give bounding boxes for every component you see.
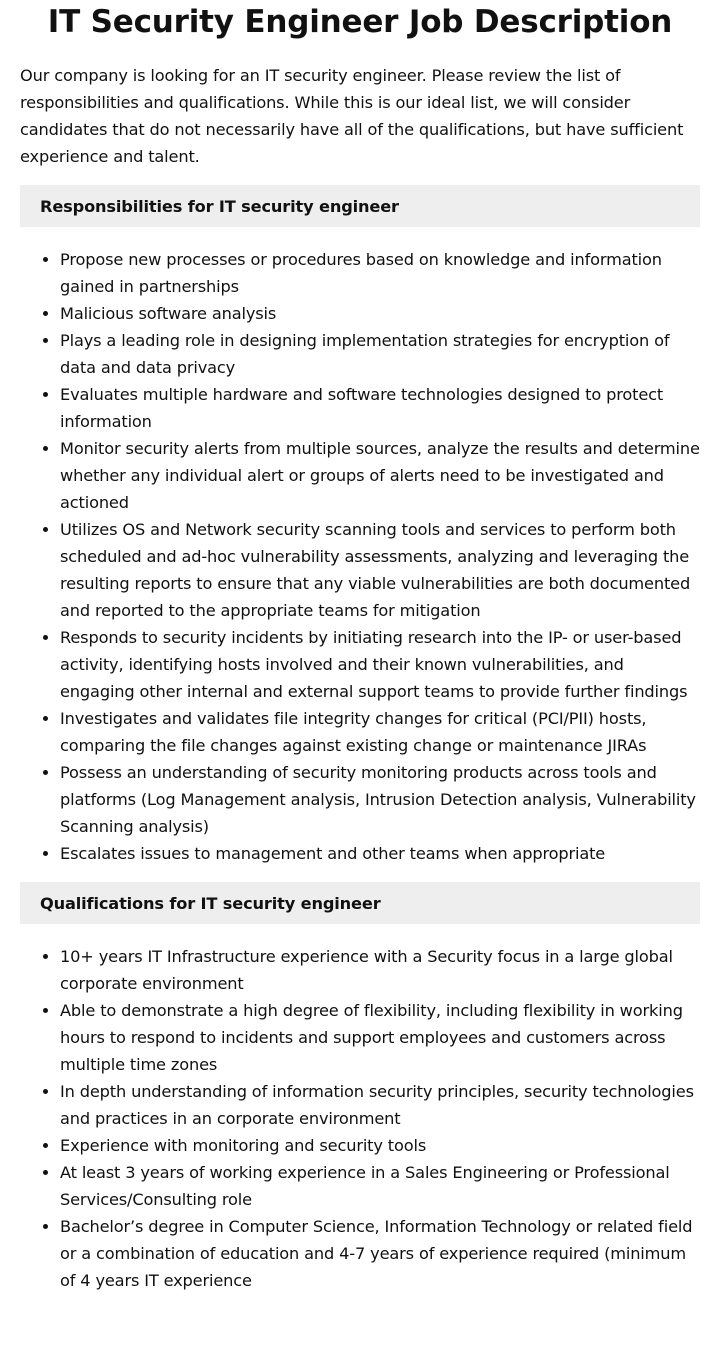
page-title: IT Security Engineer Job Description <box>47 4 673 40</box>
list-item: • Possess an understanding of security monitoring products across tools and platforms (Log Management analysis, Intrusion Detection analysis, Vulnerability Scanning analysis) <box>60 759 700 840</box>
list-item: • Utilizes OS and Network security scanning tools and services to perform both scheduled and ad-hoc vulnerability assessments, analyzing and leveraging the resulting reports to ensure that any viable vulnerabilities are both documented and reported to the appropriate teams for mitigation <box>60 516 700 624</box>
list-item: • 10+ years IT Infrastructure experience with a Security focus in a large global corporate environment <box>60 943 700 997</box>
responsibilities-heading: Responsibilities for IT security engineer <box>40 196 399 216</box>
list-item: • Propose new processes or procedures based on knowledge and information gained in partnerships <box>60 246 700 300</box>
list-item: • Plays a leading role in designing implementation strategies for encryption of data and data privacy <box>60 327 700 381</box>
responsibilities-list <box>20 246 700 867</box>
list-item: • At least 3 years of working experience in a Sales Engineering or Professional Services/Consulting role <box>60 1159 700 1213</box>
list-item: • Malicious software analysis <box>60 300 700 327</box>
list-item: • Evaluates multiple hardware and software technologies designed to protect information <box>60 381 700 435</box>
list-item: • Escalates issues to management and other teams when appropriate <box>60 840 700 867</box>
list-item: • Experience with monitoring and security tools <box>60 1132 700 1159</box>
list-item: • Monitor security alerts from multiple sources, analyze the results and determine whether any individual alert or groups of alerts need to be investigated and actioned <box>60 435 700 516</box>
list-item: • Able to demonstrate a high degree of flexibility, including flexibility in working hours to respond to incidents and support employees and customers across multiple time zones <box>60 997 700 1078</box>
responsibilities-header <box>20 185 700 227</box>
list-item: • Bachelor’s degree in Computer Science, Information Technology or related field or a combination of education and 4-7 years of experience required (minimum of 4 years IT experience <box>60 1213 700 1294</box>
qualifications-heading: Qualifications for IT security engineer <box>40 893 381 913</box>
list-item: • Investigates and validates file integrity changes for critical (PCI/PII) hosts, comparing the file changes against existing change or maintenance JIRAs <box>60 705 700 759</box>
intro-paragraph: Our company is looking for an IT security engineer. Please review the list of responsibilities and qualifications. While this is our ideal list, we will consider candidates that do not necessarily have all of the qualifications, but have sufficient experience and talent. <box>20 66 684 166</box>
list-item: • In depth understanding of information security principles, security technologies and practices in an corporate environment <box>60 1078 700 1132</box>
qualifications-header <box>20 882 700 924</box>
qualifications-list <box>20 943 700 1294</box>
list-item: • Responds to security incidents by initiating research into the IP- or user-based activity, identifying hosts involved and their known vulnerabilities, and engaging other internal and external support teams to provide further findings <box>60 624 700 705</box>
